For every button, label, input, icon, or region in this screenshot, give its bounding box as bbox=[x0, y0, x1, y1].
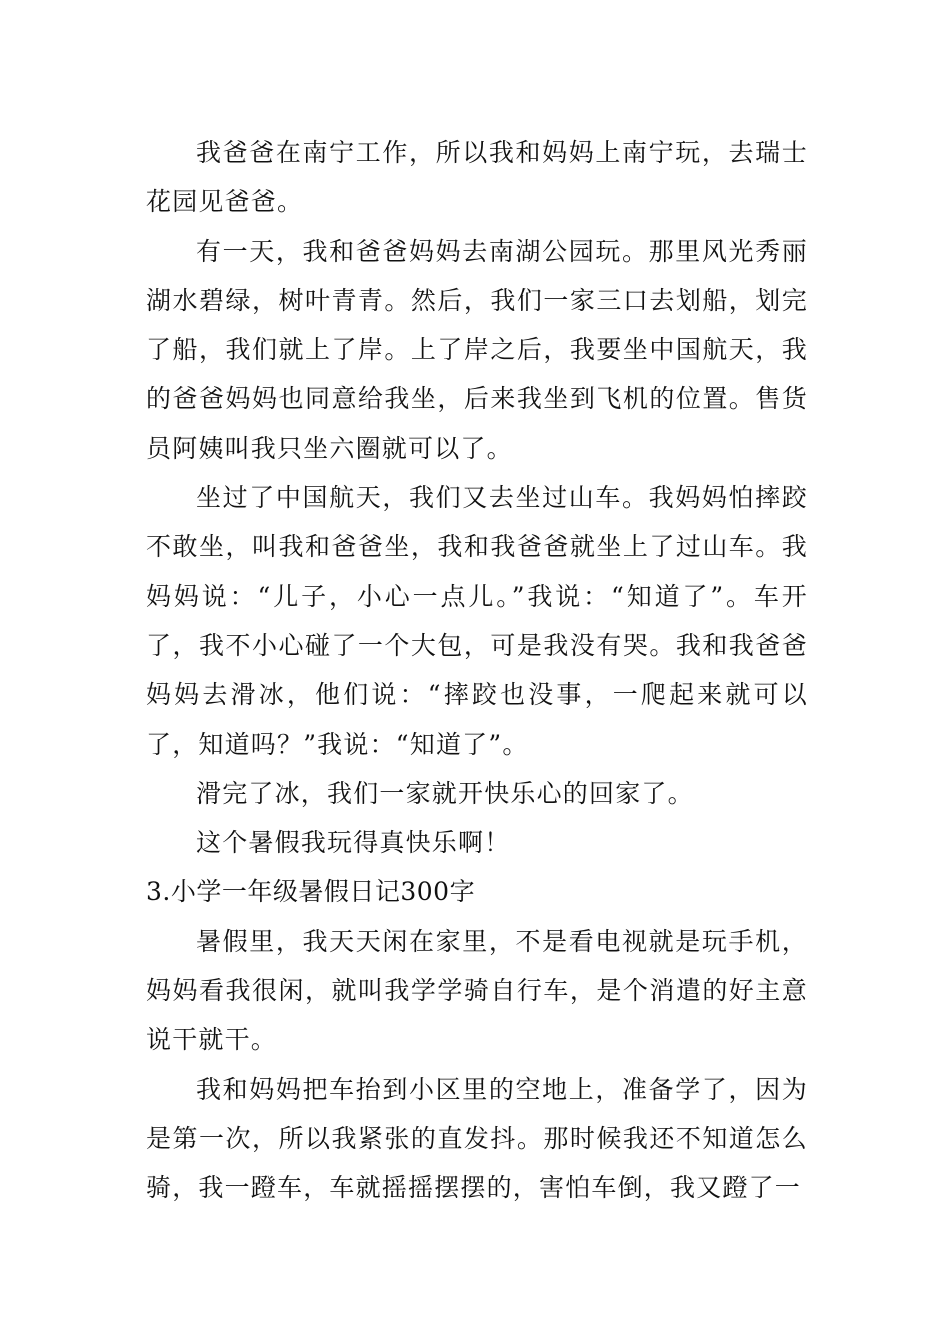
paragraph-4: 滑完了冰，我们一家就开快乐心的回家了。 bbox=[196, 778, 694, 808]
paragraph-1: 我爸爸在南宁工作，所以我和妈妈上南宁玩，去瑞士花园见爸爸。 bbox=[146, 138, 808, 217]
paragraph-2: 有一天，我和爸爸妈妈去南湖公园玩。那里风光秀丽湖水碧绿，树叶青青。然后，我们一家三口去划船，划完了船，我们就上了岸。上了岸之后，我要坐中国航天，我的爸爸妈妈也同意给我坐，后来我坐到飞机的位置。售货员阿姨叫我只坐六圈就可以了。 bbox=[146, 236, 808, 463]
section-heading: 3.小学一年级暑假日记300字 bbox=[146, 877, 476, 907]
paragraph-7: 我和妈妈把车抬到小区里的空地上，准备学了，因为是第一次，所以我紧张的直发抖。那时候我还不知道怎么骑，我一蹬车，车就摇摇摆摆的，害怕车倒，我又蹬了一 bbox=[146, 1074, 808, 1203]
document-body bbox=[146, 128, 808, 1213]
paragraph-6: 暑假里，我天天闲在家里，不是看电视就是玩手机，妈妈看我很闲，就叫我学学骑自行车，是个消遣的好主意说干就干。 bbox=[146, 926, 808, 1055]
paragraph-5: 这个暑假我玩得真快乐啊！ bbox=[196, 828, 511, 858]
paragraph-3: 坐过了中国航天，我们又去坐过山车。我妈妈怕摔跤不敢坐，叫我和爸爸坐，我和我爸爸就坐上了过山车。我妈妈说：“儿子，小心一点儿。”我说：“知道了”。车开了，我不小心碰了一个大包，可是我没有哭。我和我爸爸妈妈去滑冰，他们说：“摔跤也没事，一爬起来就可以了，知道吗？”我说：“知道了”。 bbox=[146, 483, 808, 759]
